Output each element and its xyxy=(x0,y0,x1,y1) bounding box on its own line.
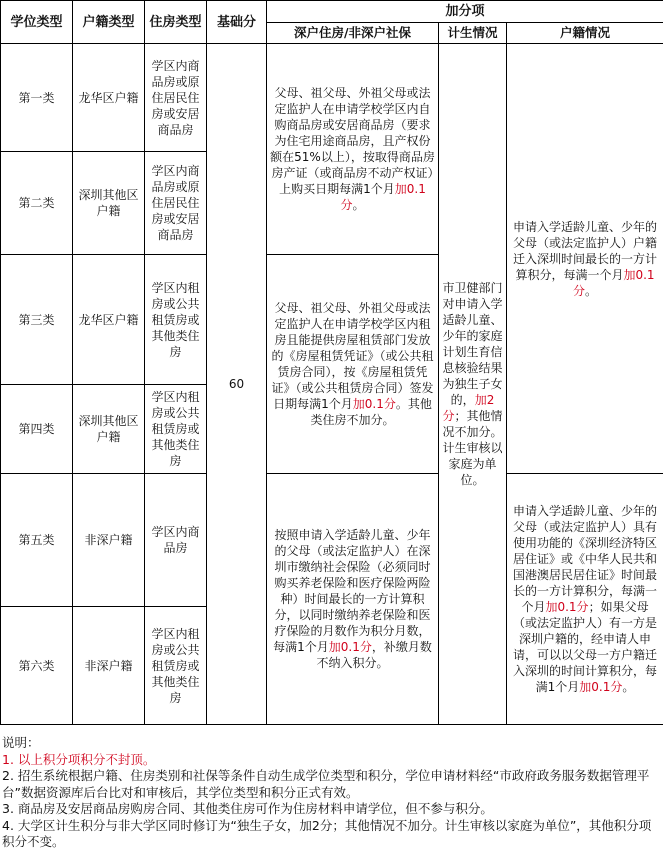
hukou-bonus-shenzhen xyxy=(507,44,663,474)
hukou-bonus-non-shenzhen-score2: 加0.1分 xyxy=(579,680,623,694)
header-bonus-items: 加分项 xyxy=(267,1,663,23)
housing-bonus-rent xyxy=(267,255,439,474)
note-item-3: 3. 商品房及安居商品房购房合同、其他类住房可作为住房材料申请学位，但不参与积分。 xyxy=(2,801,493,816)
row-type: 第二类 xyxy=(1,152,73,255)
header-base-score: 基础分 xyxy=(207,1,267,44)
table-row xyxy=(1,474,663,607)
row-hukou: 非深户籍 xyxy=(73,607,145,725)
housing-bonus-social-text: 按照申请入学适龄儿童、少年的父母（或法定监护人）在深圳市缴纳社会保险（必须同时购买养老保险和医疗保险两险种）时间最长的一方计算积分，以同时缴纳养老保险和医疗保险的月数作为积分月数，每满1个月 xyxy=(273,528,431,654)
housing-bonus-rent-text: 父母、祖父母、外祖父母或法定监护人在申请学校学区内租房且能提供房屋租赁部门发放的《房屋租赁凭证》（或公共租赁房合同），按《房屋租赁凭证》（或公共租赁房合同）签发日期每满1个月 xyxy=(271,301,434,411)
row-hukou: 深圳其他区户籍 xyxy=(73,385,145,474)
birth-bonus-end: ；其他情况不加分。计生审核以家庭为单位。 xyxy=(442,409,503,487)
housing-bonus-own-text: 父母、祖父母、外祖父母或法定监护人在申请学校学区内自购商品房或安居商品房（要求为住宅用途商品房，且产权份额在51%以上），按取得商品房房产证（或商品房不动产权证）上购买日期每满1个月 xyxy=(270,86,435,196)
row-housing: 学区内商品房或原住居民住房或安居商品房 xyxy=(145,44,207,152)
header-bonus-hukou: 户籍情况 xyxy=(507,23,663,44)
header-hukou-type: 户籍类型 xyxy=(73,1,145,44)
header-housing-type: 住房类型 xyxy=(145,1,207,44)
row-type: 第五类 xyxy=(1,474,73,607)
row-type: 第三类 xyxy=(1,255,73,385)
row-housing: 学区内租房或公共租赁房或其他类住房 xyxy=(145,385,207,474)
housing-bonus-rent-end: 。其他类住房不加分。 xyxy=(310,397,432,427)
row-housing: 学区内租房或公共租赁房或其他类住房 xyxy=(145,255,207,385)
row-housing: 学区内商品房 xyxy=(145,474,207,607)
header-bonus-housing: 深户住房/非深户社保 xyxy=(267,23,439,44)
header-school-type: 学位类型 xyxy=(1,1,73,44)
housing-bonus-social xyxy=(267,474,439,725)
hukou-bonus-shenzhen-end: 。 xyxy=(585,283,598,298)
housing-bonus-own-score: 加0.1分 xyxy=(340,182,426,212)
birth-bonus-score: 加2分 xyxy=(442,393,495,423)
hukou-bonus-non-shenzhen-text: 申请入学适龄儿童、少年的父母（或法定监护人）具有使用功能的《深圳经济特区居住证》或《中华人民共和国港澳居民居住证》时间最长的一方计算积分，每满一个月 xyxy=(513,504,658,614)
table-row xyxy=(1,44,663,152)
row-hukou: 非深户籍 xyxy=(73,474,145,607)
row-type: 第一类 xyxy=(1,44,73,152)
hukou-bonus-non-shenzhen-mid: ；如果父母（或法定监护人）有一方是深圳户籍的，经申请人申请，可以以父母一方户籍迁入深圳的时间计算积分，每满1个月 xyxy=(513,600,658,694)
hukou-bonus-shenzhen-text: 申请入学适龄儿童、少年的父母（或法定监护人）户籍迁入深圳时间最长的一方计算积分，每满一个月 xyxy=(513,219,658,282)
housing-bonus-own-end: 。 xyxy=(352,198,365,212)
note-item-1: 1. 以上积分项积分不封顶。 xyxy=(2,751,156,767)
housing-bonus-rent-score: 加0.1分 xyxy=(352,397,396,411)
row-hukou: 深圳其他区户籍 xyxy=(73,152,145,255)
notes-title: 说明： xyxy=(2,735,40,750)
row-hukou: 龙华区户籍 xyxy=(73,44,145,152)
notes-section xyxy=(2,735,661,851)
hukou-bonus-non-shenzhen xyxy=(507,474,663,725)
row-housing: 学区内商品房或原住居民住房或安居商品房 xyxy=(145,152,207,255)
note-item-4: 4. 大学区计生积分与非大学区同时修订为“独生子女，加2分；其他情况不加分。计生审核以家庭为单位”，其他积分项积分不变。 xyxy=(2,817,652,849)
row-hukou: 龙华区户籍 xyxy=(73,255,145,385)
note-item-2: 2. 招生系统根据户籍、住房类别和社保等条件自动生成学位类型和积分，学位申请材料经“市政府政务服务数据管理平台”数据资源库后台比对和审核后，其学位类型和积分正式有效。 xyxy=(2,768,650,800)
base-score-value: 60 xyxy=(207,44,267,725)
row-type: 第六类 xyxy=(1,607,73,725)
housing-bonus-social-score: 加0.1分 xyxy=(328,640,372,654)
header-bonus-birth: 计生情况 xyxy=(439,23,507,44)
hukou-bonus-non-shenzhen-end: 。 xyxy=(622,680,635,694)
row-type: 第四类 xyxy=(1,385,73,474)
row-housing: 学区内租房或公共租赁房或其他类住房 xyxy=(145,607,207,725)
housing-bonus-own xyxy=(267,44,439,255)
hukou-bonus-non-shenzhen-score: 加0.1分 xyxy=(545,600,589,614)
housing-bonus-social-end: ，补缴月数不纳入积分。 xyxy=(316,640,432,670)
birth-bonus xyxy=(439,44,507,725)
birth-bonus-text: 市卫健部门对申请入学适龄儿童、少年的家庭计划生育信息核验结果为独生子女的， xyxy=(442,281,503,407)
hukou-bonus-shenzhen-score: 加0.1分 xyxy=(573,267,655,298)
